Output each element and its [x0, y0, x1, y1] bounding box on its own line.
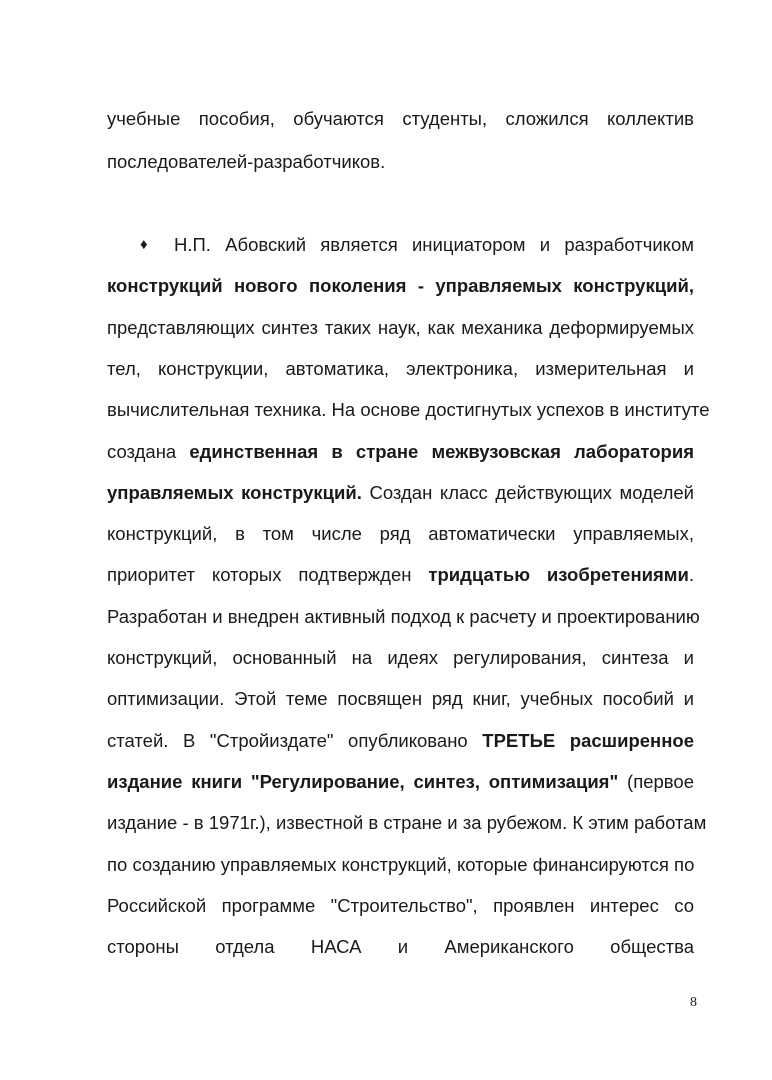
text-run: по созданию управляемых конструкций, которые финансируются по	[107, 854, 695, 875]
bold-text: тридцатью изобретениями	[428, 564, 689, 585]
paragraph2-line-4	[107, 357, 694, 381]
paragraph2-line-15	[107, 811, 707, 835]
paragraph2-line-5	[107, 398, 710, 422]
text-run: конструкций, основанный на идеях регулирования, синтеза и	[107, 647, 694, 668]
paragraph2-line-6	[107, 440, 694, 464]
text-run: издание - в 1971г.), известной в стране и за рубежом. К этим работам	[107, 812, 707, 833]
text-run: создана	[107, 441, 190, 462]
bold-text: ТРЕТЬЕ расширенное	[482, 730, 694, 751]
bold-text: единственная в стране межвузовская лаборатория	[189, 441, 695, 462]
text-run: конструкций, в том числе ряд автоматически управляемых,	[107, 523, 694, 544]
text-run: (первое	[618, 771, 694, 792]
text-run: тел, конструкции, автоматика, электроника, измерительная и	[107, 358, 694, 379]
bold-text: издание книги "Регулирование, синтез, оптимизация"	[107, 771, 619, 792]
paragraph2-line-12	[107, 687, 694, 711]
text-run: Российской программе "Строительство", проявлен интерес со	[107, 895, 694, 916]
bold-text: управляемых конструкций.	[107, 482, 362, 503]
bullet-diamond-icon: ♦	[140, 236, 148, 253]
paragraph2-line-1	[174, 233, 694, 257]
paragraph1-line-1: учебные пособия, обучаются студенты, сложился коллектив	[107, 108, 694, 129]
page-number: 8	[690, 995, 697, 1010]
paragraph2-line-16	[107, 853, 694, 877]
bold-text: конструкций нового поколения - управляемых конструкций,	[107, 275, 694, 296]
paragraph2-line-7	[107, 481, 694, 505]
paragraph2-line-8	[107, 522, 694, 546]
text-run: Разработан и внедрен активный подход к расчету и проектированию	[107, 606, 700, 627]
paragraph2-line-11	[107, 646, 694, 670]
paragraph2-line-3	[107, 316, 694, 340]
text-run: стороны отдела НАСА и Американского общества	[107, 936, 694, 957]
paragraph2-line-2	[107, 274, 694, 298]
paragraph2-line-10	[107, 605, 700, 629]
paragraph2-line-9	[107, 563, 694, 587]
text-run: оптимизации. Этой теме посвящен ряд книг, учебных пособий и	[107, 688, 694, 709]
text-run: представляющих синтез таких наук, как механика деформируемых	[107, 317, 694, 338]
text-run: приоритет которых подтвержден	[107, 564, 429, 585]
text-run: .	[688, 564, 694, 585]
text-run: Н.П. Абовский является инициатором и разработчиком	[174, 234, 694, 255]
paragraph1-line-2: последователей-разработчиков.	[107, 151, 386, 172]
paragraph2-line-14	[107, 770, 694, 794]
text-run: вычислительная техника. На основе достигнутых успехов в институте	[107, 399, 710, 420]
text-run: Создан класс действующих моделей	[361, 482, 695, 503]
paragraph2-line-17	[107, 894, 694, 918]
paragraph2-line-18	[107, 935, 694, 959]
paragraph2-line-13	[107, 729, 694, 753]
text-run: статей. В "Стройиздате" опубликовано	[107, 730, 483, 751]
